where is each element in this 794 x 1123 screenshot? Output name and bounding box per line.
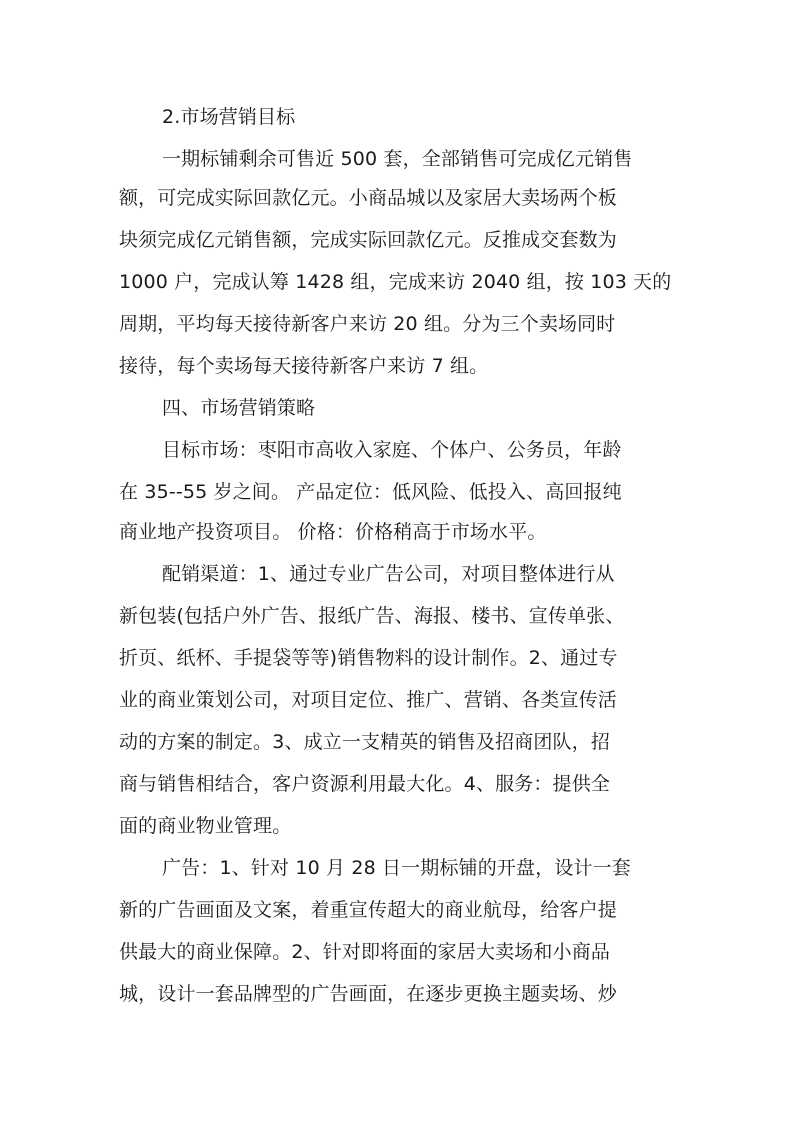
paragraph-line: 新的广告画面及文案，着重宣传超大的商业航母，给客户提	[119, 899, 617, 921]
paragraph-line: 商与销售相结合，客户资源利用最大化。4、服务：提供全	[119, 773, 610, 795]
paragraph-line: 业的商业策划公司，对项目定位、推广、营销、各类宣传活	[119, 689, 617, 711]
paragraph-line: 商业地产投资项目。 价格：价格稍高于市场水平。	[119, 521, 547, 543]
section-heading-marketing-strategy: 四、市场营销策略	[162, 397, 316, 419]
paragraph-line: 接待，每个卖场每天接待新客户来访 7 组。	[119, 355, 489, 377]
paragraph-line: 额，可完成实际回款亿元。小商品城以及家居大卖场两个板	[119, 187, 617, 209]
paragraph-line: 目标市场：枣阳市高收入家庭、个体户、公务员，年龄	[162, 439, 622, 461]
paragraph-line: 在 35--55 岁之间。 产品定位：低风险、低投入、高回报纯	[119, 481, 622, 503]
paragraph-line: 广告：1、针对 10 月 28 日一期标铺的开盘，设计一套	[162, 857, 631, 879]
paragraph-line: 配销渠道：1、通过专业广告公司，对项目整体进行从	[162, 563, 615, 585]
paragraph-line: 一期标铺剩余可售近 500 套，全部销售可完成亿元销售	[162, 148, 633, 170]
paragraph-line: 城，设计一套品牌型的广告画面，在逐步更换主题卖场、炒	[119, 983, 617, 1005]
paragraph-line: 块须完成亿元销售额，完成实际回款亿元。反推成交套数为	[119, 229, 617, 251]
paragraph-line: 面的商业物业管理。	[119, 815, 292, 837]
paragraph-line: 折页、纸杯、手提袋等等)销售物料的设计制作。2、通过专	[119, 647, 618, 669]
paragraph-line: 供最大的商业保障。2、针对即将面的家居大卖场和小商品	[119, 941, 610, 963]
paragraph-line: 动的方案的制定。3、成立一支精英的销售及招商团队，招	[119, 731, 610, 753]
section-heading-marketing-goal: 2.市场营销目标	[162, 106, 296, 128]
paragraph-line: 周期，平均每天接待新客户来访 20 组。分为三个卖场同时	[119, 313, 616, 335]
paragraph-line: 1000 户，完成认筹 1428 组，完成来访 2040 组，按 103 天的	[119, 271, 672, 293]
paragraph-line: 新包装(包括户外广告、报纸广告、海报、楼书、宣传单张、	[119, 605, 625, 627]
